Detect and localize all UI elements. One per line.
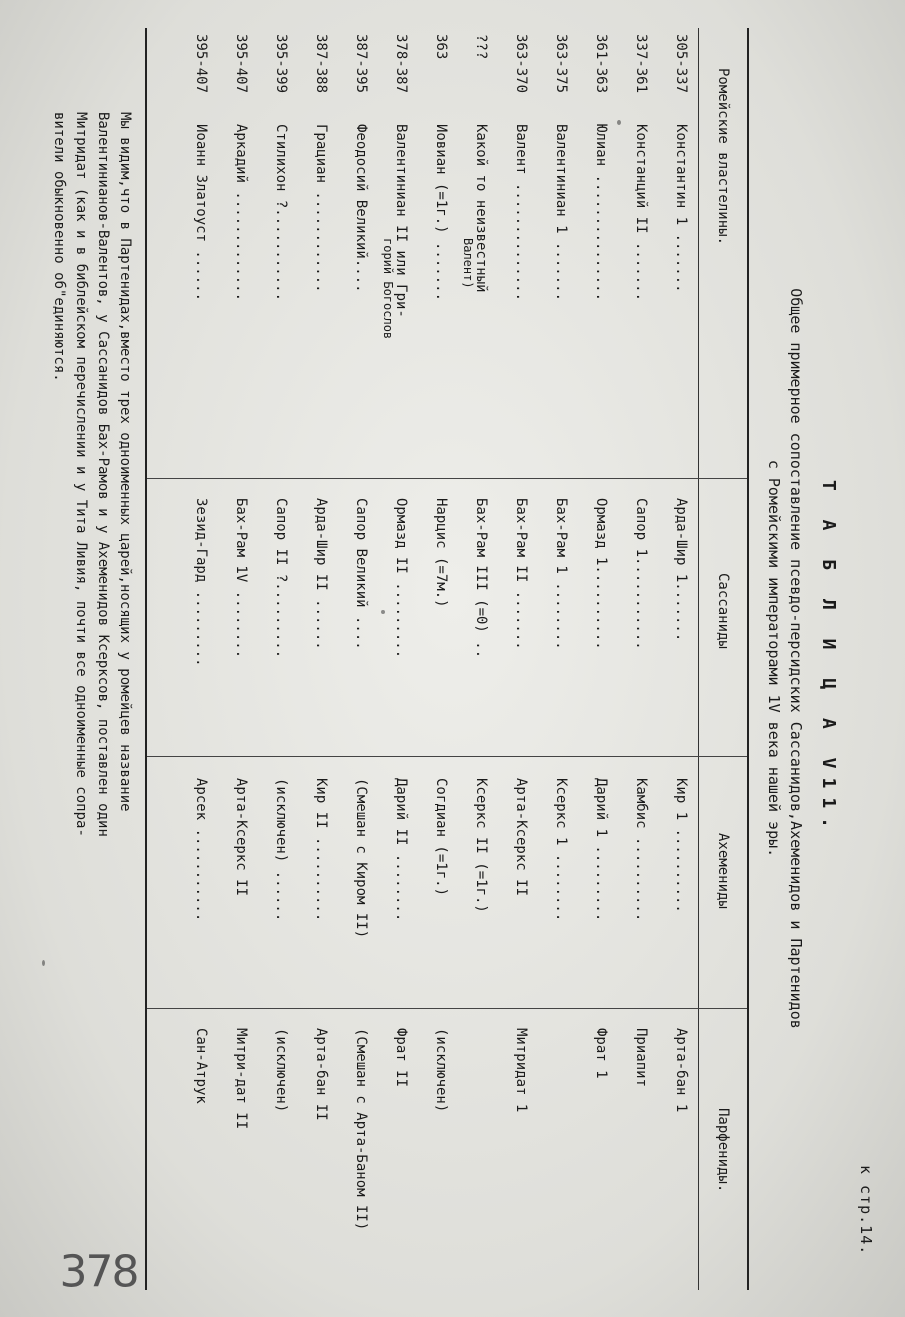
cell-sassanid: Бах-Рам 1V ........ bbox=[233, 498, 249, 659]
cell-roman-subline: Валент) bbox=[461, 238, 475, 289]
cell-achaemenid: Кир II .......... bbox=[313, 778, 329, 922]
cell-roman: Какой то неизвестный bbox=[473, 124, 489, 293]
column-header-achaemenids: Ахемениды bbox=[715, 833, 731, 909]
cell-years: 361-363 bbox=[593, 34, 609, 94]
cell-sassanid: Ормазд 1.......... bbox=[593, 498, 609, 650]
cell-roman: Аркадий ............. bbox=[233, 124, 249, 302]
cell-achaemenid: Камбис .......... bbox=[633, 778, 649, 922]
archive-page-number: 378 bbox=[59, 1246, 138, 1298]
table-row bbox=[299, 28, 329, 1290]
footnote-line: Митридат (как и в библейском перечислении и у Тита Ливия, почти все одноименные сопра- bbox=[73, 112, 89, 837]
cell-roman: Иоанн Златоуст ...... bbox=[193, 124, 209, 302]
cell-achaemenid: Арта-Ксеркс II bbox=[233, 778, 249, 897]
cell-parthian: Арта-бан 1 bbox=[673, 1028, 689, 1113]
cell-years: 395-407 bbox=[233, 34, 249, 94]
cell-achaemenid: Согдиан (=1г.) bbox=[433, 778, 449, 897]
cell-roman: Стилихон ?........... bbox=[273, 124, 289, 302]
cell-years: 387-388 bbox=[313, 34, 329, 94]
subtitle-line: с Ромейскими императорами 1V века нашей эры. bbox=[765, 459, 783, 858]
table-row bbox=[659, 28, 689, 1290]
table-row bbox=[339, 28, 369, 1290]
header-divider bbox=[698, 28, 699, 1290]
cell-parthian: Митри-дат II bbox=[233, 1028, 249, 1130]
cell-years: 395-407 bbox=[193, 34, 209, 94]
table-row bbox=[619, 28, 649, 1290]
cell-parthian: Сан-Атрук bbox=[193, 1028, 209, 1104]
table-row bbox=[259, 28, 289, 1290]
footnote-line: Валентинианов-Валентов, у Сассанидов Бах-Рамов и у Ахеменидов Ксерксов, поставлен один bbox=[95, 112, 111, 837]
cell-sassanid: Арда-Шир 1....... bbox=[673, 498, 689, 642]
table-row bbox=[219, 28, 249, 1290]
cell-sassanid: Арда-Шир II ...... bbox=[313, 498, 329, 650]
cell-years: ??? bbox=[473, 34, 489, 60]
cell-parthian: Фрат 1 bbox=[593, 1028, 609, 1079]
cell-roman: Феодосий Великий.... bbox=[353, 124, 369, 293]
column-header-parthians: Парфениды. bbox=[715, 1108, 731, 1193]
cell-sassanid: Бах-Рам 1 ........ bbox=[553, 498, 569, 650]
column-header-roman: Ромейские властелины. bbox=[715, 68, 731, 246]
cell-parthian: (Смешан с Арта-Баном II) bbox=[353, 1028, 369, 1231]
cell-years: 363 bbox=[433, 34, 449, 60]
table-row bbox=[379, 28, 409, 1290]
table-title: Т А Б Л И Ц А V11. bbox=[818, 479, 839, 838]
footnote-line: вители обыкновенно об"единяются. bbox=[51, 112, 67, 382]
cell-parthian: (исключен) bbox=[433, 1028, 449, 1113]
cell-sassanid: Нарцис (=7м.) bbox=[433, 498, 449, 608]
cell-roman: Грациан ............ bbox=[313, 124, 329, 293]
table-row bbox=[179, 28, 209, 1290]
page-reference: к стр.14. bbox=[857, 1165, 875, 1256]
cell-years: 395-399 bbox=[273, 34, 289, 94]
cell-years: 363-370 bbox=[513, 34, 529, 94]
cell-achaemenid: Дарий 1 ......... bbox=[593, 778, 609, 922]
cell-roman: Валент .............. bbox=[513, 124, 529, 302]
cell-achaemenid: Кир 1 .......... bbox=[673, 778, 689, 913]
table-row bbox=[459, 28, 489, 1290]
cell-years: 305-337 bbox=[673, 34, 689, 94]
cell-achaemenid: (исключен) ...... bbox=[273, 778, 289, 922]
cell-sassanid: Сапор Великий .... bbox=[353, 498, 369, 650]
cell-years: 337-361 bbox=[633, 34, 649, 94]
cell-achaemenid: Арсек ........... bbox=[193, 778, 209, 922]
table-row bbox=[539, 28, 569, 1290]
cell-parthian: Митридат 1 bbox=[513, 1028, 529, 1113]
cell-sassanid: Сапор II ?......... bbox=[273, 498, 289, 659]
cell-sassanid: Бах-Рам III (=0) .. bbox=[473, 498, 489, 659]
cell-roman: Валентиниан II или Гри- bbox=[393, 124, 409, 318]
cell-roman: Констанций II ....... bbox=[633, 124, 649, 302]
column-header-sassanids: Сассаниды bbox=[715, 573, 731, 649]
table-row bbox=[499, 28, 529, 1290]
cell-roman-subline: горий Богослов bbox=[381, 238, 395, 340]
table-row bbox=[579, 28, 609, 1290]
cell-parthian: Арта-бан II bbox=[313, 1028, 329, 1121]
cell-achaemenid: Дарий II ........ bbox=[393, 778, 409, 922]
cell-years: 387-395 bbox=[353, 34, 369, 94]
cell-parthian: Приапит bbox=[633, 1028, 649, 1088]
cell-years: 363-375 bbox=[553, 34, 569, 94]
scan-speck bbox=[42, 960, 45, 966]
cell-achaemenid: (Смешан с Киром II) bbox=[353, 778, 369, 939]
footnote-line: Мы видим,что в Партенидах,вместо трех одноименных царей,носящих у ромейцев название bbox=[117, 112, 133, 812]
cell-parthian: Фрат II bbox=[393, 1028, 409, 1088]
cell-achaemenid: Ксеркс II (=1г.) bbox=[473, 778, 489, 913]
cell-years: 378-387 bbox=[393, 34, 409, 94]
cell-roman: Юлиан ............... bbox=[593, 124, 609, 302]
cell-achaemenid: Ксеркс 1 ........ bbox=[553, 778, 569, 922]
cell-roman: Валентиниан 1 ....... bbox=[553, 124, 569, 302]
cell-sassanid: Зезид-Гард ......... bbox=[193, 498, 209, 667]
cell-sassanid: Ормазд II ......... bbox=[393, 498, 409, 659]
cell-achaemenid: Арта-Ксеркс II bbox=[513, 778, 529, 897]
cell-sassanid: Сапор 1........... bbox=[633, 498, 649, 650]
cell-sassanid: Бах-Рам II ....... bbox=[513, 498, 529, 650]
subtitle-line: Общее примерное сопоставление псевдо-персидских Сассанидов,Ахеменидов и Партенидов bbox=[787, 288, 805, 1029]
cell-parthian: (исключен) bbox=[273, 1028, 289, 1113]
table-row bbox=[419, 28, 449, 1290]
cell-roman: Константин 1 ....... bbox=[673, 124, 689, 293]
cell-roman: Иовиан (=1г.) ....... bbox=[433, 124, 449, 302]
